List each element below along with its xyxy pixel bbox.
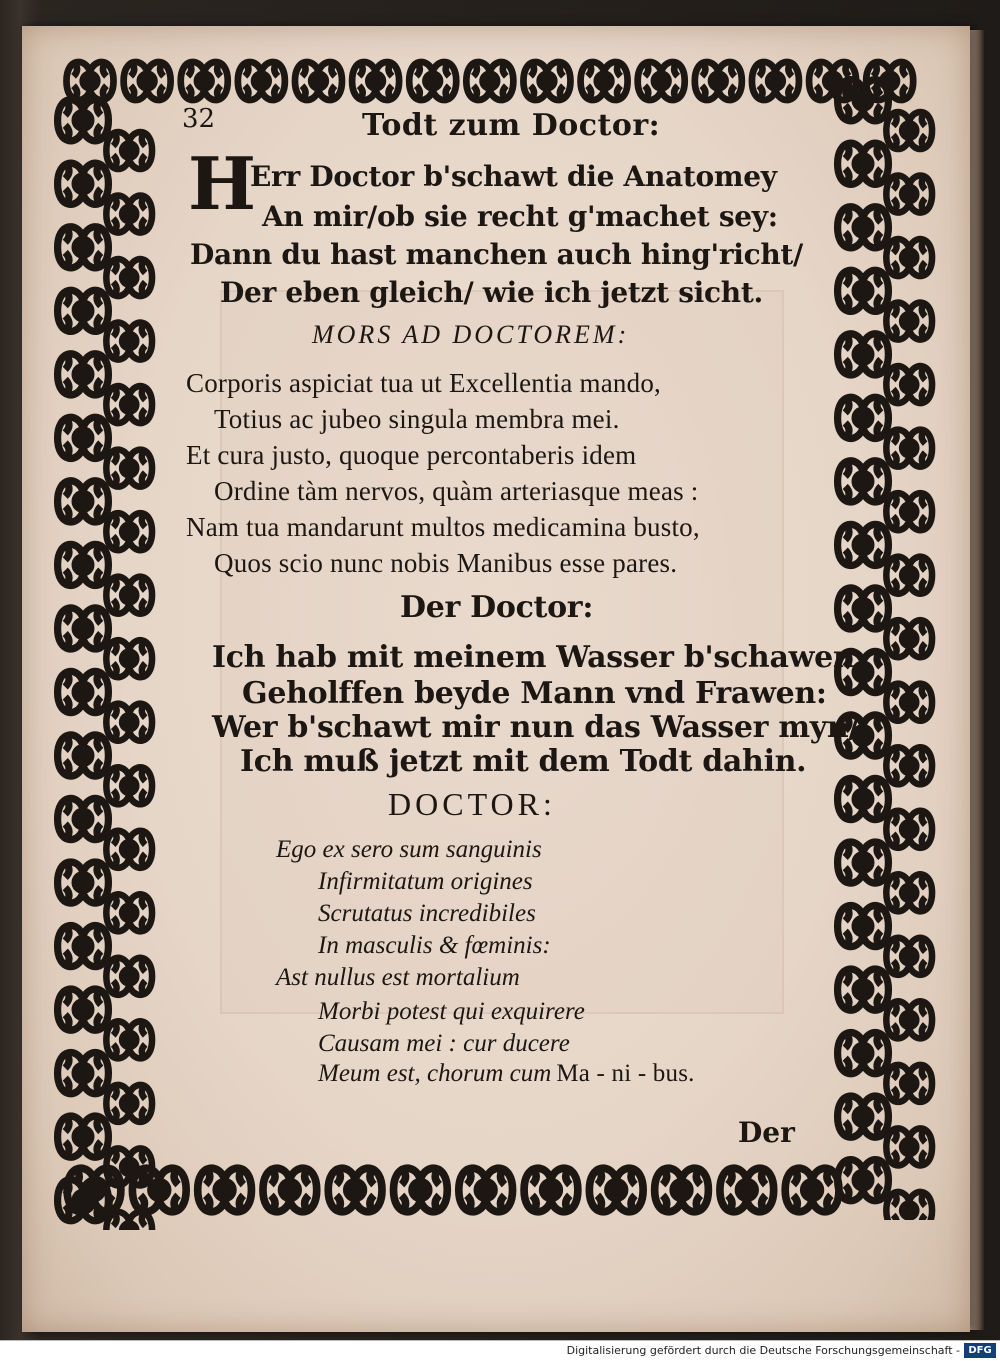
ornament-tile bbox=[886, 1001, 932, 1038]
ornament-tile bbox=[58, 1053, 109, 1094]
ornament-tile bbox=[106, 767, 152, 804]
footer-credit: Digitalisierung gefördert durch die Deutsche Forschungsgemeinschaft - bbox=[566, 1344, 960, 1357]
section-heading: DOCTOR: bbox=[388, 786, 556, 822]
ornament-tile bbox=[181, 62, 228, 100]
ornament-tile bbox=[238, 62, 285, 100]
ornament-tile bbox=[886, 620, 932, 657]
ornament-tile bbox=[655, 1168, 709, 1212]
verse-line: Totius ac jubeo singula membra mei. bbox=[214, 404, 620, 434]
ornament-tile bbox=[394, 1168, 448, 1212]
ornament-border-bottom bbox=[62, 1150, 862, 1230]
drop-capital: H bbox=[188, 141, 257, 226]
ornament-tile bbox=[838, 906, 889, 947]
ornament-tile bbox=[886, 747, 932, 784]
ornament-tile bbox=[58, 417, 109, 458]
ornament-tile bbox=[67, 1168, 121, 1212]
digitization-footer bbox=[0, 1340, 1000, 1361]
ornament-tile bbox=[886, 1192, 932, 1220]
ornament-tile bbox=[752, 62, 799, 100]
ornament-tile bbox=[785, 1168, 839, 1212]
ornament-tile bbox=[695, 62, 742, 100]
verse-line: Err Doctor b'schawt die Anatomey bbox=[250, 160, 777, 193]
ornament-tile bbox=[106, 1085, 152, 1122]
ornament-tile bbox=[58, 227, 109, 268]
catchword: Der bbox=[738, 1116, 795, 1149]
ornament-tile bbox=[886, 112, 932, 149]
ornament-tile bbox=[198, 1168, 252, 1212]
ornament-border-left bbox=[50, 90, 160, 1230]
ornament-tile bbox=[409, 62, 456, 100]
ornament-tile bbox=[838, 80, 889, 121]
ornament-tile bbox=[838, 270, 889, 311]
ornament-tile bbox=[106, 323, 152, 360]
ornament-tile bbox=[581, 62, 628, 100]
ornament-tile bbox=[106, 831, 152, 868]
ornament-tile bbox=[295, 62, 342, 100]
ornament-tile bbox=[106, 958, 152, 995]
ornament-tile bbox=[838, 588, 889, 629]
verse-line: Der eben gleich/ wie ich jetzt sicht. bbox=[220, 276, 763, 309]
ornament-tile bbox=[58, 608, 109, 649]
ornament-tile bbox=[838, 524, 889, 565]
ornament-tile bbox=[106, 386, 152, 423]
verse-line: Morbi potest qui exquirere bbox=[318, 998, 585, 1025]
ornament-tile bbox=[58, 671, 109, 712]
ornament-tile bbox=[886, 239, 932, 276]
ornament-tile bbox=[720, 1168, 774, 1212]
ornament-tile bbox=[58, 100, 109, 141]
ornament-tile bbox=[106, 132, 152, 169]
verse-line: Ast nullus est mortalium bbox=[276, 964, 520, 991]
ornament-tile bbox=[838, 143, 889, 184]
ornament-tile bbox=[638, 62, 685, 100]
ornament-tile bbox=[886, 557, 932, 594]
verse-line: Ich muß jetzt mit dem Todt dahin. bbox=[240, 744, 807, 779]
verse-line: Et cura justo, quoque percontaberis idem bbox=[186, 440, 637, 470]
ornament-tile bbox=[58, 163, 109, 204]
ornament-tile bbox=[466, 62, 513, 100]
ornament-tile bbox=[838, 207, 889, 248]
verse-line: In masculis & fœminis: bbox=[318, 932, 551, 959]
verse-line: Ich hab mit meinem Wasser b'schawen bbox=[212, 640, 855, 675]
section-heading: MORS AD DOCTOREM: bbox=[312, 320, 630, 349]
page-edge bbox=[970, 30, 984, 1330]
ornament-tile bbox=[886, 938, 932, 975]
ornament-tile bbox=[886, 366, 932, 403]
verse-line: Causam mei : cur ducere bbox=[318, 1030, 570, 1057]
verse-line-final bbox=[318, 1060, 695, 1088]
ornament-tile bbox=[838, 397, 889, 438]
ornament-tile bbox=[58, 290, 109, 331]
verse-line: An mir/ob sie recht g'machet sey: bbox=[262, 200, 778, 233]
dfg-logo: DFG bbox=[964, 1343, 996, 1358]
section-heading: Der Doctor: bbox=[400, 590, 594, 625]
verse-line: Quos scio nunc nobis Manibus esse pares. bbox=[214, 548, 678, 578]
ornament-tile bbox=[58, 798, 109, 839]
ornament-tile bbox=[106, 704, 152, 741]
ornament-tile bbox=[886, 493, 932, 530]
ornament-tile bbox=[106, 259, 152, 296]
ornament-tile bbox=[589, 1168, 643, 1212]
running-head: Todt zum Doctor: bbox=[362, 108, 661, 143]
verse-line: Scrutatus incredibiles bbox=[318, 900, 536, 927]
ornament-tile bbox=[886, 430, 932, 467]
verse-line: Nam tua mandarunt multos medicamina busto, bbox=[186, 512, 700, 542]
ornament-tile bbox=[263, 1168, 317, 1212]
ornament-tile bbox=[886, 1065, 932, 1102]
ornament-tile bbox=[106, 577, 152, 614]
verse-line: Dann du hast manchen auch hing'richt/ bbox=[190, 238, 803, 271]
ornament-tile bbox=[886, 303, 932, 340]
ornament-tile bbox=[328, 1168, 382, 1212]
ornament-tile bbox=[106, 1021, 152, 1058]
verse-line: Ordine tàm nervos, quàm arteriasque meas : bbox=[214, 476, 699, 506]
ornament-tile bbox=[838, 969, 889, 1010]
ornament-tile bbox=[58, 989, 109, 1030]
ornament-tile bbox=[58, 735, 109, 776]
verse-line-final-roman: Ma - ni - bus. bbox=[556, 1060, 695, 1087]
ornament-tile bbox=[523, 62, 570, 100]
ornament-tile bbox=[352, 62, 399, 100]
ornament-tile bbox=[58, 862, 109, 903]
ornament-tile bbox=[58, 481, 109, 522]
ornament-tile bbox=[58, 544, 109, 585]
ornament-tile bbox=[838, 778, 889, 819]
ornament-tile bbox=[132, 1168, 186, 1212]
ornament-tile bbox=[58, 354, 109, 395]
ornament-tile bbox=[838, 1096, 889, 1137]
ornament-tile bbox=[106, 450, 152, 487]
ornament-tile bbox=[459, 1168, 513, 1212]
ornament-tile bbox=[838, 842, 889, 883]
ornament-tile bbox=[886, 176, 932, 213]
ornament-tile bbox=[106, 513, 152, 550]
ornament-tile bbox=[524, 1168, 578, 1212]
verse-line: Geholffen beyde Mann vnd Frawen: bbox=[242, 676, 827, 711]
ornament-tile bbox=[838, 461, 889, 502]
ornament-tile bbox=[106, 894, 152, 931]
ornament-tile bbox=[886, 874, 932, 911]
verse-line: Corporis aspiciat tua ut Excellentia mando, bbox=[186, 368, 661, 398]
verse-line: Infirmitatum origines bbox=[318, 868, 533, 895]
ornament-tile bbox=[58, 926, 109, 967]
ornament-tile bbox=[838, 334, 889, 375]
ornament-tile bbox=[106, 640, 152, 677]
verse-line: Ego ex sero sum sanguinis bbox=[276, 836, 542, 863]
ornament-tile bbox=[838, 1033, 889, 1074]
verse-line: Wer b'schawt mir nun das Wasser myn/ bbox=[212, 710, 860, 745]
verse-line-final-italic: Meum est, chorum cum bbox=[318, 1060, 552, 1087]
ornament-tile bbox=[886, 684, 932, 721]
ornament-tile bbox=[106, 196, 152, 233]
ornament-tile bbox=[886, 811, 932, 848]
ornament-tile bbox=[886, 1128, 932, 1165]
page-number: 32 bbox=[182, 104, 216, 134]
